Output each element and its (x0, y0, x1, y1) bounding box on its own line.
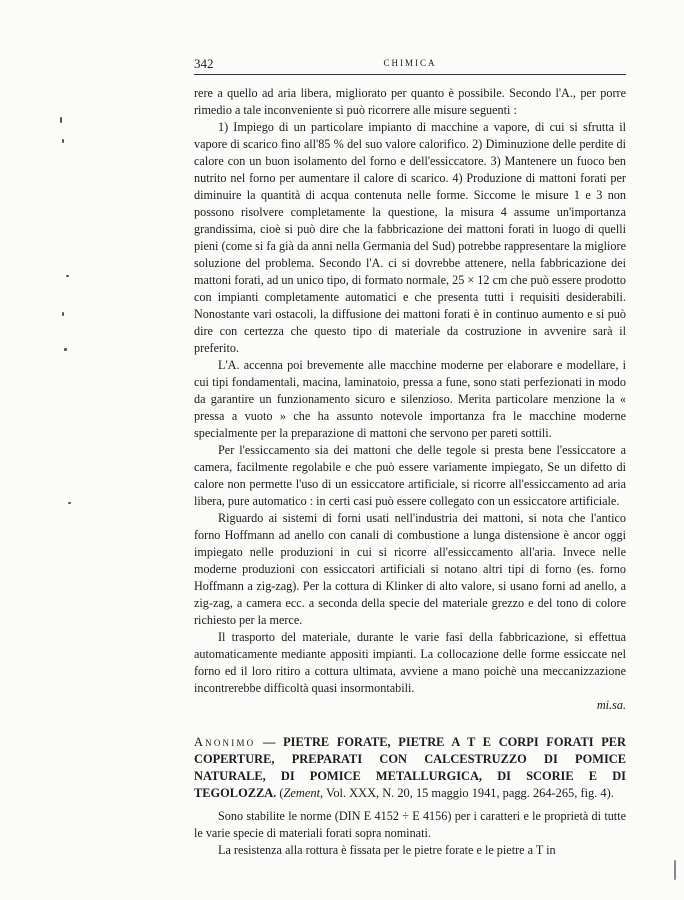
scan-speck (60, 117, 62, 123)
author-signature: mi.sa. (596, 698, 626, 712)
paragraph-measures: 1) Impiego di un particolare impianto di macchine a vapore, di cui si sfrutta il vapore di scarico fino all'85 % del suo valore calorifico. 2) Diminuzione delle perdite di calore con un buon isolamento del forno e dell'essiccatore. 3) Mantenere un fuoco ben nutrito nel forno per aumentare il calore di scarico. 4) Produzione di mattoni forati per diminuire la quantità di acqua contenuta nelle forme. Siccome le misure 1 e 3 non possono risolvere completamente la questione, la misura 4 assume un'importanza grandissima, cioè si può dire che la fabbricazione dei mattoni forati in luogo di quelli pieni (come si fa già da anni nella Germania del Sud) potrebbe rappresentare la migliore soluzione del problema. Secondo l'A. ci si dovrebbe attenere, nella fabbricazione dei mattoni forati, ad un unico tipo, di formato normale, 25 × 12 cm che può essere prodotto con impianti completamente automatici e che presenta tutti i requisiti desiderabili. Nonostante vari ostacoli, la diffusione dei mattoni forati è in continuo aumento e si può dire con certezza che questo tipo di materiale da costruzione in avvenire sarà il preferito. (194, 120, 626, 355)
abstract-author: Anonimo (194, 735, 256, 749)
abstract-journal: Zement (283, 786, 321, 800)
scan-speck (62, 312, 64, 316)
abstract-title: PIETRE FORATE, PIETRE A T E CORPI FORATI PER COPERTURE, PREPARATI CON CALCESTRUZZO DI POMICE NATURALE, DI POMICE METALLURGICA, DI SCORIE E DI TEGOLOZZA. (194, 735, 626, 800)
running-title: CHIMICA (383, 58, 437, 68)
paragraph-drying: Per l'essiccamento sia dei mattoni che delle tegole si presta bene l'essiccatore a camera, facilmente regolabile e che può essere variamente impiegato, Se un difetto di calore non permette l'uso di un essiccatore artificiale, si ricorre all'essiccamento ad aria libera, pure automatico : in certi casi può essere collegato con un essiccatore artificiale. (194, 443, 626, 508)
paragraph-kilns: Riguardo ai sistemi di forni usati nell'industria dei mattoni, si nota che l'antico forno Hoffmann ad anello con canali di combustione a lunga distensione è ancor oggi impiegato nelle produzioni in cui si ricorre all'essiccamento all'aria. Invece nelle moderne produzioni con essiccatori artificiali si notano altri tipi di forno (es. forno Hoffmann a zig-zag). Per la cottura di Klinker di alto valore, si usano forni ad anello, a zig-zag, a camera ecc. a seconda della specie del materiale grezzo e del tono di colore richiesto per la merce. (194, 511, 626, 627)
scan-speck (64, 348, 67, 351)
abstract-separator: — (255, 735, 284, 749)
paragraph-transport: Il trasporto del materiale, durante le varie fasi della fabbricazione, si effettua automaticamente mediante appositi impianti. La collocazione delle forme essiccate nel forno ed il loro ritiro a cottura ultimata, avviene a mano poichè una meccanizzazione incontrerebbe difficoltà quasi insormontabili. (194, 630, 626, 695)
abstract-citation: , Vol. XXX, N. 20, 15 maggio 1941, pagg. 264-265, fig. 4). (320, 786, 614, 800)
abstract-paragraph-strength: La resistenza alla rottura è fissata per le pietre forate e le pietre a T in (218, 843, 556, 857)
page-body (194, 85, 626, 859)
abstract-paragraph-norms: Sono stabilite le norme (DIN E 4152 ÷ E 4156) per i caratteri e le proprietà di tutte le varie specie di materiali forati sopra nominati. (194, 809, 626, 840)
paragraph-machines: L'A. accenna poi brevemente alle macchine moderne per elaborare e modellare, i cui tipi fondamentali, macina, laminatoio, pressa a fune, sono stati perfezionati in modo da garantire un funzionamento sicuro e silenzioso. Merita particolare menzione la « pressa a vuoto » che ha assunto notevole importanza fra le macchine moderne specialmente per la preparazione di mattoni che servono per pareti sottili. (194, 358, 626, 440)
abstract-heading (194, 734, 626, 802)
abstract-cite-open: ( (276, 786, 284, 800)
paragraph-continued: rere a quello ad aria libera, migliorato per quanto è possibile. Secondo l'A., per porre rimedio a tale inconveniente si può ricorrere alle misure seguenti : (194, 86, 626, 117)
page-header (194, 56, 626, 75)
scan-speck (674, 860, 676, 880)
scan-speck (68, 502, 71, 504)
scan-speck (62, 139, 64, 143)
scan-speck (66, 275, 69, 277)
page-number: 342 (194, 56, 214, 71)
